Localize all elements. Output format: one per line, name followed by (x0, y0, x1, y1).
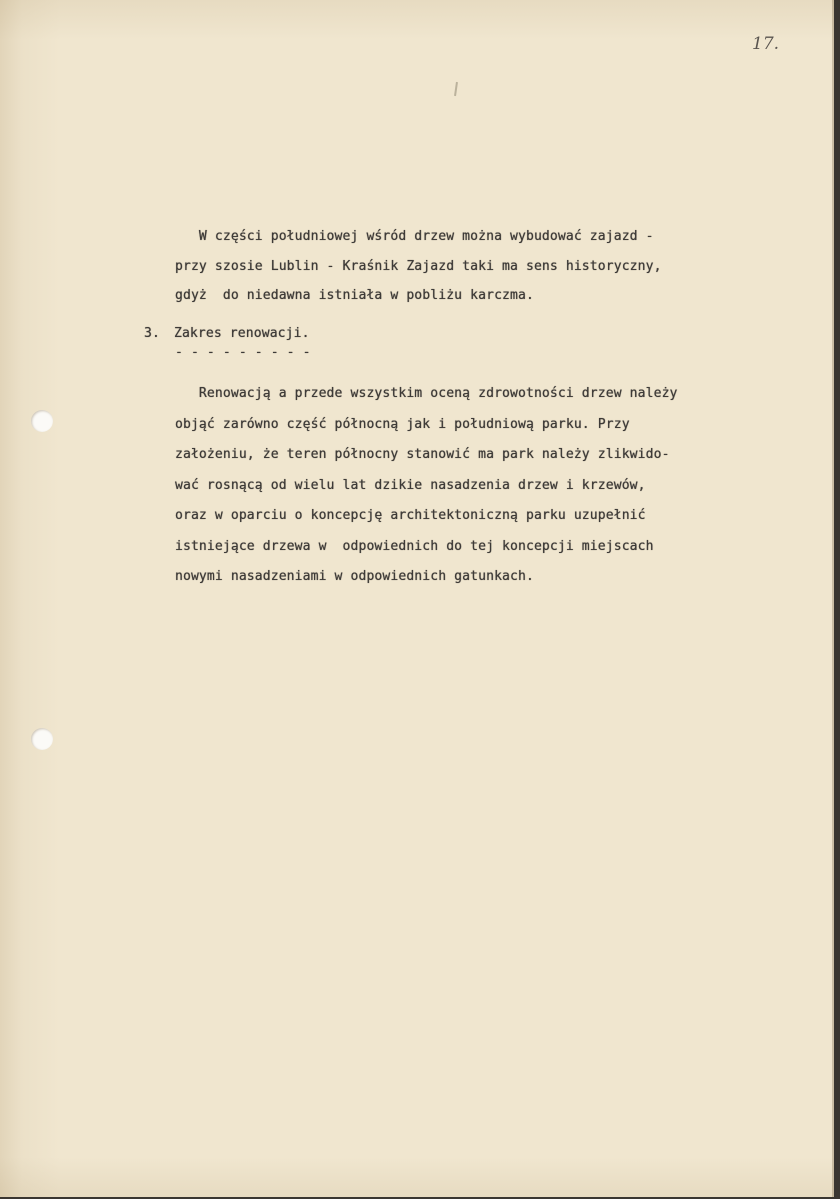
text-line: oraz w oparciu o koncepcję architektoniczną parku uzupełnić (175, 508, 646, 523)
text-line: gdyż do niedawna istniała w pobliżu karczma. (175, 288, 534, 303)
paragraph-renovation (175, 379, 678, 593)
text-line: W części południowej wśród drzew można wybudować zajazd - (175, 229, 654, 244)
text-line: nowymi nasadzeniami w odpowiednich gatunkach. (175, 569, 534, 584)
page-number: 17. (752, 34, 780, 54)
paragraph-inn (175, 222, 662, 311)
text-line: Renowacją a przede wszystkim oceną zdrowotności drzew należy (175, 386, 678, 401)
scan-edge (834, 0, 840, 1199)
punch-hole (31, 410, 53, 432)
punch-hole (31, 728, 53, 750)
text-line: istniejące drzewa w odpowiednich do tej koncepcji miejscach (175, 538, 654, 554)
section-title: Zakres renowacji. (173, 326, 310, 341)
section-number: 3. (144, 326, 160, 341)
text-line: założeniu, że teren północny stanowić ma park należy zlikwido- (175, 447, 670, 462)
ink-mark (454, 82, 458, 96)
heading-underline: - - - - - - - - - (175, 345, 311, 360)
section-heading (144, 323, 310, 345)
text-line: objąć zarówno część północną jak i południową parku. Przy (175, 416, 630, 432)
text-line: wać rosnącą od wielu lat dzikie nasadzenia drzew i krzewów, (175, 477, 646, 493)
text-line: przy szosie Lublin - Kraśnik Zajazd taki ma sens historyczny, (175, 258, 662, 274)
